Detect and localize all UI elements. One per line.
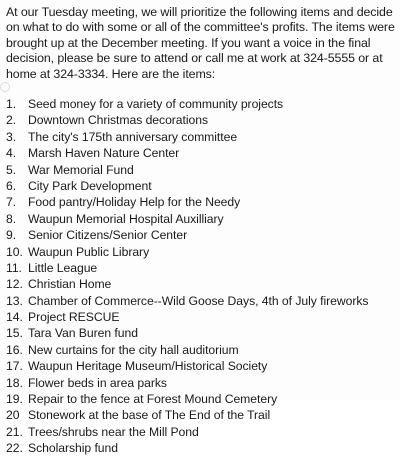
intro-line: brought up at the December meeting. If you want a voice in the final — [6, 35, 371, 50]
item-text: Waupun Heritage Museum/Historical Society — [28, 359, 268, 374]
list-item — [6, 96, 396, 112]
intro-line: decision, please be sure to attend or call me at work at 324-5555 or at — [6, 51, 383, 66]
item-number: 16. — [6, 342, 23, 357]
item-number: 6. — [6, 178, 17, 193]
list-item — [6, 293, 396, 309]
list-item — [6, 424, 396, 440]
list-item — [6, 227, 396, 243]
list-item — [6, 375, 396, 391]
item-text: Seed money for a variety of community projects — [28, 97, 284, 111]
list-item — [6, 145, 396, 161]
list-item — [6, 325, 396, 341]
item-number: 7. — [6, 195, 17, 210]
intro-paragraph — [6, 5, 396, 82]
item-text: Scholarship fund — [28, 441, 118, 456]
item-number: 18. — [6, 375, 23, 390]
item-number: 8. — [6, 211, 17, 226]
list-item — [6, 129, 396, 145]
items-list — [6, 96, 396, 457]
item-number: 20 — [6, 408, 20, 423]
item-text: Christian Home — [28, 277, 112, 292]
list-item — [6, 440, 396, 456]
item-text: Little League — [28, 260, 98, 275]
item-text: Food pantry/Holiday Help for the Needy — [28, 195, 241, 210]
list-item — [6, 407, 396, 423]
item-number: 21. — [6, 424, 23, 439]
item-text: City Park Development — [28, 178, 152, 193]
item-text: Repair to the fence at Forest Mound Cemetery — [28, 392, 278, 407]
item-number: 5. — [6, 162, 17, 177]
item-text: Waupun Memorial Hospital Auxilliary — [28, 211, 224, 226]
item-number: 15. — [6, 326, 23, 341]
item-number: 10. — [6, 244, 23, 259]
item-text: The city's 175th anniversary committee — [28, 129, 238, 144]
list-item — [6, 391, 396, 407]
item-number: 14. — [6, 310, 23, 325]
item-text: Tara Van Buren fund — [28, 326, 138, 341]
item-number: 3. — [6, 129, 17, 144]
item-number: 9. — [6, 228, 17, 243]
list-item — [6, 162, 396, 178]
item-text: Marsh Haven Nature Center — [28, 146, 180, 161]
list-item — [6, 211, 396, 227]
intro-line: home at 324-3334. Here are the items: — [6, 66, 216, 81]
list-item — [6, 112, 396, 128]
item-text: Chamber of Commerce--Wild Goose Days, 4th of July fireworks — [28, 293, 369, 308]
list-item — [6, 178, 396, 194]
item-number: 12. — [6, 277, 23, 292]
item-number: 13. — [6, 293, 23, 308]
item-text: Project RESCUE — [28, 310, 120, 325]
item-number: 11. — [6, 260, 22, 275]
item-number: 2. — [6, 113, 17, 128]
scan-artifact-mark — [0, 82, 10, 92]
item-number: 1. — [6, 97, 17, 111]
item-text: Stonework at the base of The End of the Trail — [28, 408, 271, 423]
item-text: Trees/shrubs near the Mill Pond — [28, 424, 199, 439]
item-number: 4. — [6, 146, 17, 161]
list-item — [6, 260, 396, 276]
item-text: Senior Citizens/Senior Center — [28, 228, 188, 243]
item-number: 22. — [6, 441, 23, 456]
item-text: Downtown Christmas decorations — [28, 113, 209, 128]
list-item — [6, 194, 396, 210]
list-item — [6, 244, 396, 260]
list-item — [6, 358, 396, 374]
item-text: New curtains for the city hall auditorium — [28, 342, 239, 357]
item-text: Flower beds in area parks — [28, 375, 167, 390]
intro-line: At our Tuesday meeting, we will prioritize the following items and decide — [6, 5, 393, 19]
intro-line: on what to do with some or all of the committee's profits. The items were — [6, 20, 395, 35]
item-number: 19. — [6, 392, 23, 407]
list-item — [6, 276, 396, 292]
item-text: War Memorial Fund — [28, 162, 134, 177]
item-number: 17. — [6, 359, 23, 374]
list-item — [6, 342, 396, 358]
item-text: Waupun Public Library — [28, 244, 150, 259]
list-item — [6, 309, 396, 325]
